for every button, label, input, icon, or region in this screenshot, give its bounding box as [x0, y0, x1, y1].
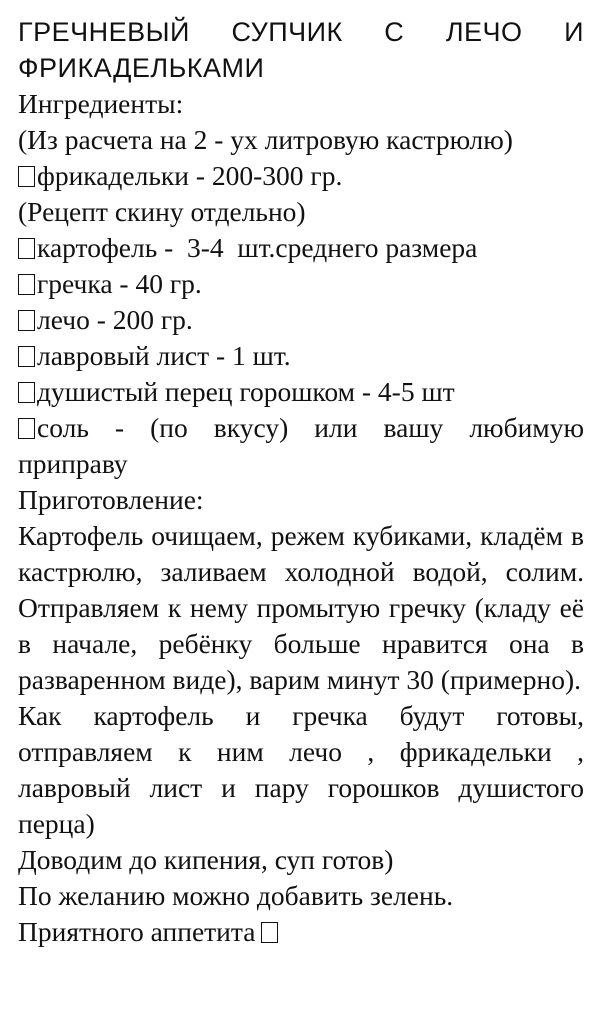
closing-line	[18, 914, 584, 950]
missing-glyph-box-icon	[18, 166, 35, 187]
ingredients-heading: Ингредиенты:	[18, 88, 184, 119]
recipe-title: ГРЕЧНЕВЫЙ СУПЧИК С ЛЕЧО И ФРИКАДЕЛЬКАМИ	[18, 17, 584, 83]
ingredient-text: гречка - 40 гр.	[37, 268, 202, 299]
method-heading: Приготовление:	[18, 484, 204, 515]
missing-glyph-box-icon	[18, 310, 35, 331]
method-step: Доводим до кипения, суп готов)	[18, 844, 394, 875]
ingredient-item	[18, 158, 584, 194]
missing-glyph-box-icon	[18, 238, 35, 259]
ingredient-item	[18, 266, 584, 302]
missing-glyph-box-icon	[261, 922, 278, 943]
missing-glyph-box-icon	[18, 418, 35, 439]
ingredient-text: лавровый лист - 1 шт.	[37, 340, 291, 371]
closing-text: Приятного аппетита	[18, 916, 256, 947]
recipe-document	[18, 14, 584, 950]
ingredient-note-line: (Рецепт скину отдельно)	[18, 196, 306, 227]
ingredient-text: душистый перец горошком - 4-5 шт	[37, 376, 455, 407]
missing-glyph-box-icon	[18, 382, 35, 403]
missing-glyph-box-icon	[18, 274, 35, 295]
method-step: По желанию можно добавить зелень.	[18, 880, 454, 911]
ingredient-text: лечо - 200 гр.	[37, 304, 193, 335]
ingredient-item	[18, 302, 584, 338]
ingredients-note: (Из расчета на 2 - ух литровую кастрюлю)	[18, 124, 513, 155]
ingredient-text: соль - (по вкусу) или вашу любимую приправу	[18, 412, 584, 479]
ingredient-text: фрикадельки - 200-300 гр.	[37, 160, 343, 191]
missing-glyph-box-icon	[18, 346, 35, 367]
ingredient-text: картофель - 3-4 шт.среднего размера	[37, 232, 478, 263]
ingredient-item	[18, 374, 584, 410]
ingredient-item	[18, 410, 584, 482]
method-step: Как картофель и гречка будут готовы, отправляем к ним лечо , фрикадельки , лавровый лист и пару горошков душистого перца)	[18, 700, 584, 839]
ingredient-item	[18, 338, 584, 374]
ingredient-item	[18, 230, 584, 266]
method-step: Картофель очищаем, режем кубиками, кладём в кастрюлю, заливаем холодной водой, солим. Отправляем к нему промытую гречку (кладу её в начале, ребёнку больше нравится она в разваренном виде), варим минут 30 (примерно).	[18, 520, 584, 695]
